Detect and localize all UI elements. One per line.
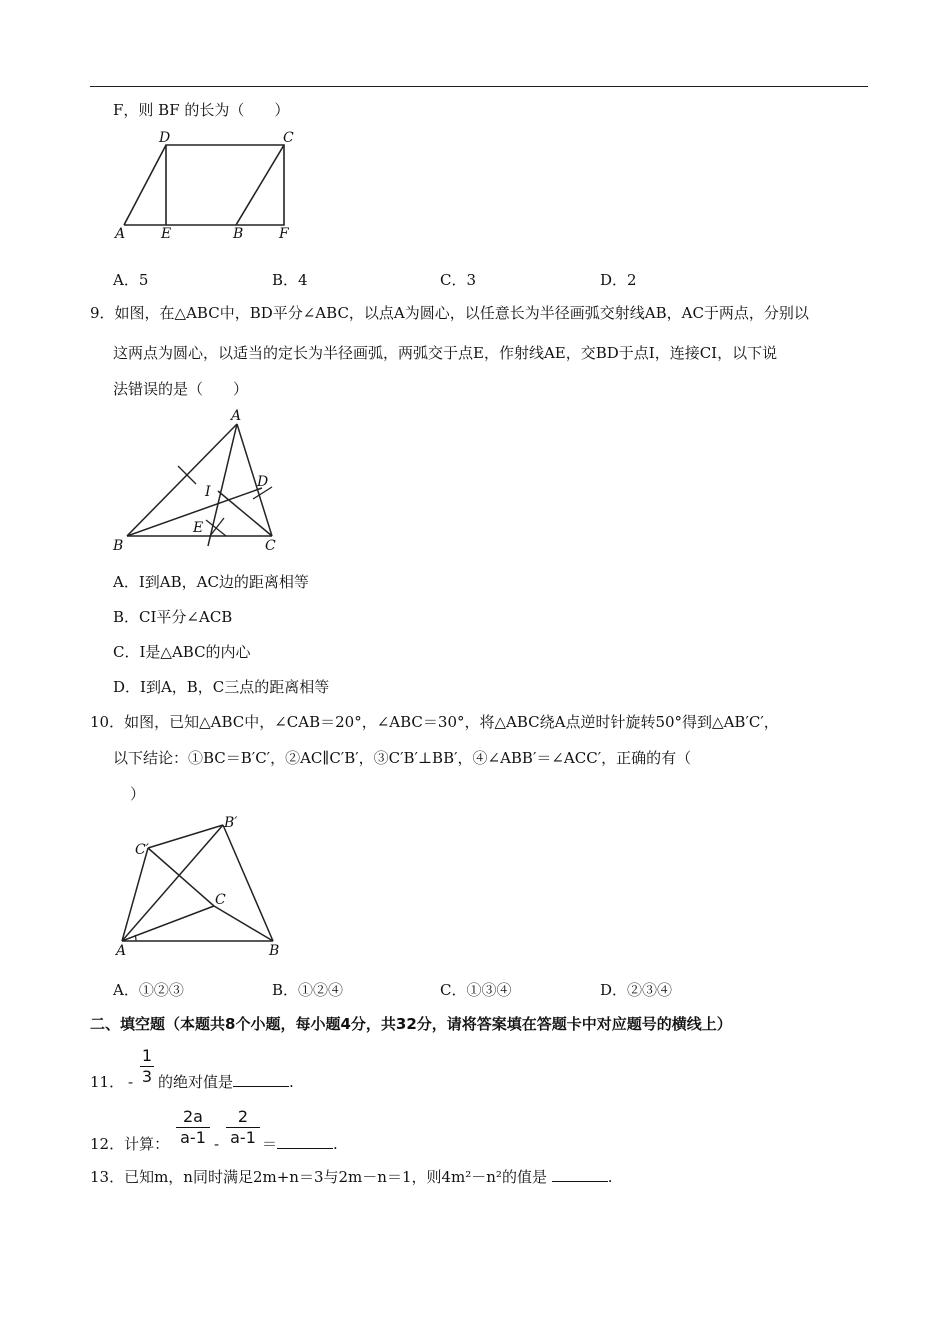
q10-line-2: 以下结论：①BC＝B′C′，②AC∥C′B′，③C′B′⊥BB′，④∠ABB′＝∠ACC′，正确的有（ [113, 749, 692, 767]
q12-equals: ＝ [262, 1135, 278, 1153]
q9-option-b: B．CI平分∠ACB [113, 608, 233, 626]
q9-figure [110, 402, 290, 556]
q12-fraction-1 [176, 1108, 210, 1147]
q9-label-i: I [205, 484, 211, 500]
q10-option-c: C．①③④ [440, 981, 512, 999]
q10-line-1: 10．如图，已知△ABC中，∠CAB＝20°，∠ABC＝30°，将△ABC绕A点逆时针旋转50°得到△AB′C′， [90, 713, 779, 731]
q10-label-a: A [116, 943, 127, 959]
q9-label-a: A [231, 408, 242, 424]
q11-end: . [289, 1073, 294, 1091]
q10-option-d: D．②③④ [600, 981, 673, 999]
q12-tail [262, 1134, 338, 1154]
q10-label-b: B [269, 943, 280, 959]
q9-label-e: E [193, 520, 204, 536]
q13-text: 13．已知m，n同时满足2m+n＝3与2m－n＝1，则4m²－n²的值是 [90, 1168, 547, 1186]
q9-label-c: C [265, 538, 276, 554]
q8-label-b: B [233, 226, 244, 242]
q8-option-b: B．4 [272, 271, 308, 289]
q10-option-a: A．①②③ [113, 981, 184, 999]
q8-label-d: D [159, 130, 171, 146]
q10-option-b: B．①②④ [272, 981, 344, 999]
q9-option-d: D．I到A，B，C三点的距离相等 [113, 678, 330, 696]
q11-text [158, 1072, 294, 1092]
q8-label-a: A [115, 226, 126, 242]
q12-prefix: 12．计算： [90, 1135, 170, 1153]
section-2-heading: 二、填空题（本题共8个小题，每小题4分，共32分，请将答案填在答题卡中对应题号的横线上） [90, 1015, 732, 1033]
q8-label-c: C [283, 130, 294, 146]
q12-end: . [333, 1135, 338, 1153]
q8-option-d: D．2 [600, 271, 637, 289]
q8-label-e: E [161, 226, 172, 242]
q10-label-b-prime: B′ [224, 815, 238, 831]
q12-fraction-2-numerator: 2 [237, 1107, 249, 1126]
q11-prefix: 11． [90, 1073, 125, 1091]
q8-option-c: C．3 [440, 271, 477, 289]
q12-answer-blank[interactable] [277, 1134, 333, 1149]
q13-line [90, 1167, 613, 1187]
q9-line-3: 法错误的是（ ） [113, 380, 249, 398]
q8-figure [112, 128, 302, 246]
q9-option-a: A．I到AB，AC边的距离相等 [113, 573, 309, 591]
q11-fraction-denominator: 3 [141, 1067, 153, 1086]
q12-minus: - [214, 1135, 220, 1153]
q8-question-tail: F，则 BF 的长为（ ） [113, 101, 290, 119]
q9-label-d: D [257, 474, 269, 490]
q10-figure [110, 808, 290, 960]
q12-fraction-2-denominator: a-1 [230, 1128, 256, 1147]
q8-label-f: F [279, 226, 289, 242]
q13-answer-blank[interactable] [552, 1167, 608, 1182]
q12-fraction-2 [226, 1108, 260, 1147]
q10-line-3: ） [130, 785, 146, 803]
q11-fraction-numerator: 1 [141, 1046, 153, 1065]
q11-answer-blank[interactable] [233, 1072, 289, 1087]
q12-fraction-1-numerator: 2a [183, 1107, 203, 1126]
q9-line-1: 9．如图，在△ABC中，BD平分∠ABC，以点A为圆心，以任意长为半径画弧交射线AB，AC于两点，分别以 [90, 304, 809, 322]
q10-label-c-prime: C′ [135, 842, 149, 858]
q8-option-a: A．5 [113, 271, 149, 289]
q9-line-2: 这两点为圆心，以适当的定长为半径画弧，两弧交于点E，作射线AE，交BD于点I，连接CI，以下说 [113, 344, 778, 362]
header-rule [90, 86, 868, 87]
q10-label-c: C [215, 892, 226, 908]
q13-end: . [607, 1168, 613, 1186]
q11-minus: - [128, 1073, 134, 1091]
q9-option-c: C．I是△ABC的内心 [113, 643, 251, 661]
q11-fraction [140, 1047, 154, 1086]
q11-suffix: 的绝对值是 [158, 1073, 234, 1091]
q9-label-b: B [113, 538, 124, 554]
q12-fraction-1-denominator: a-1 [180, 1128, 206, 1147]
